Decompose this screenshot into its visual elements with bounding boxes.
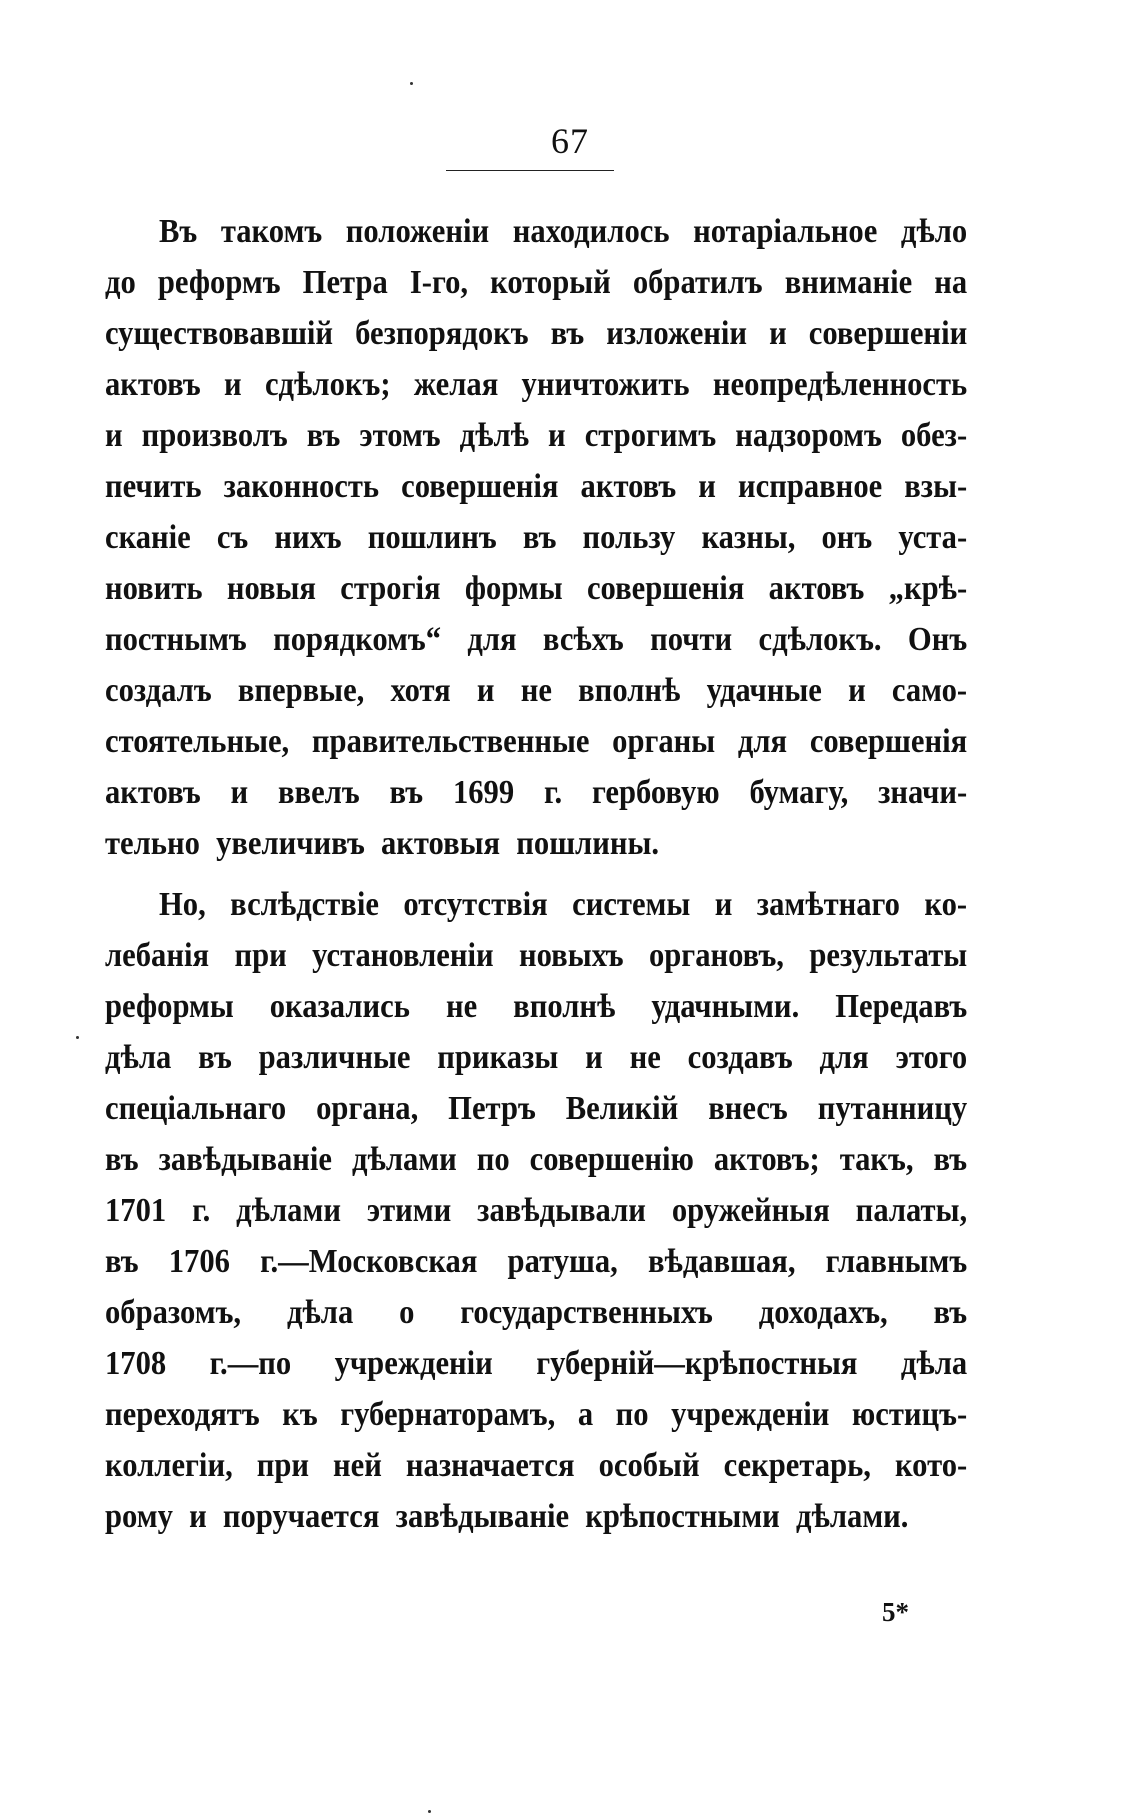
word: пошлинъ [367,519,497,556]
word: вполнѣ [578,672,681,709]
word: доходахъ, [758,1294,888,1331]
word: взы- [904,468,968,505]
word: дѣло [900,213,968,250]
word: стоятельные, [105,723,290,760]
word: учрежденіи [334,1345,493,1382]
text-line [105,1338,967,1389]
word: такомъ [220,213,323,250]
word: Онъ [907,621,968,658]
word: актовъ [105,366,201,403]
word: пользу [582,519,676,556]
word: создавъ [687,1039,793,1076]
text-line [105,359,967,410]
word: образомъ, [105,1294,242,1331]
text-line [105,461,967,512]
word: и [189,1498,207,1535]
word: результаты [809,937,968,974]
body-text [105,206,967,1542]
word: желая [413,366,499,403]
word: произволъ [141,417,288,454]
text-line [105,1134,967,1185]
word: не [445,988,478,1025]
word: почти [650,621,733,658]
word: юстицъ- [851,1396,968,1433]
word: до [105,264,136,301]
word: бумагу, [749,774,849,811]
word: и [105,417,123,454]
word: установленіи [312,937,494,974]
word: г. [192,1192,211,1229]
word: поручается [222,1498,380,1535]
word: спеціальнаго [105,1090,287,1127]
word: такъ, [839,1141,914,1178]
text-line [105,1185,967,1236]
word: вѣдавшая, [647,1243,796,1280]
word: лебанія [105,937,210,974]
text-line [105,930,967,981]
word: сдѣлокъ. [758,621,882,658]
word: нихъ [274,519,342,556]
text-line [105,1491,967,1542]
word: 1701 [105,1192,167,1229]
word: и [698,468,716,505]
word: секретарь, [723,1447,871,1484]
word: постнымъ [105,621,247,658]
word: дѣлами [236,1192,341,1229]
word: дѣлѣ [459,417,530,454]
word: въ [522,519,557,556]
word: ней [333,1447,382,1484]
word: обратилъ [632,264,763,301]
word: и [230,774,249,811]
word: этими [366,1192,452,1229]
text-line [105,1083,967,1134]
word: къ [282,1396,318,1433]
word: органы [612,723,716,760]
text-line [105,1440,967,1491]
word: актовъ [105,774,201,811]
word: создалъ [105,672,212,709]
word: исправное [737,468,883,505]
word: и [585,1039,603,1076]
word: г.—Московская [260,1243,478,1280]
word: 1708 [105,1345,167,1382]
word: вполнѣ [513,988,616,1025]
print-speck [410,82,413,85]
word: гербовую [591,774,720,811]
word: оказались [269,988,410,1025]
text-line [105,818,967,869]
text-line [105,1287,967,1338]
text-line [105,512,967,563]
word: актовъ [580,468,677,505]
word: формы [464,570,563,607]
word: Петръ [448,1090,536,1127]
word: для [467,621,517,658]
word: на [934,264,968,301]
word: рому [105,1498,173,1535]
signature-mark: 5* [882,1597,909,1627]
word: 1706 [168,1243,230,1280]
word: дѣла [286,1294,354,1331]
word: при [256,1447,310,1484]
word: этого [895,1039,968,1076]
word: завѣдывали [477,1192,646,1229]
word: ко- [924,886,968,923]
word: „крѣ- [888,570,968,607]
word: и [714,886,733,923]
word: тельно [105,825,200,862]
word: 1699 [452,774,515,811]
word: палаты, [855,1192,968,1229]
word: законность [223,468,380,505]
word: въ [933,1141,968,1178]
word: сдѣлокъ; [264,366,391,403]
word: актовыя [380,825,501,862]
word: для [819,1039,869,1076]
text-line [105,879,967,930]
word: находилось [512,213,670,250]
paragraph [105,206,967,869]
word: актовъ [768,570,865,607]
word: государственныхъ [460,1294,713,1331]
word: неопредѣленность [712,366,968,403]
word: дѣлами. [796,1498,909,1535]
word: І-го, [409,264,469,301]
word: г.—по [209,1345,292,1382]
word: значи- [878,774,968,811]
word: системы [572,886,691,923]
word: реформы [105,988,234,1025]
word: дѣла [105,1039,172,1076]
word: дѣлами [351,1141,457,1178]
word: органа, [316,1090,419,1127]
word: сканіе [105,519,191,556]
word: совершенію [529,1141,694,1178]
word: главнымъ [825,1243,968,1280]
word: уста- [898,519,968,556]
word: новить [105,570,203,607]
word: г. [544,774,563,811]
word: уничтожить [521,366,690,403]
text-line [105,1389,967,1440]
word: въ [198,1039,232,1076]
word: положеніи [345,213,490,250]
word: дѣла [900,1345,968,1382]
word: увеличивъ [216,825,365,862]
text-line [105,257,967,308]
word: приказы [437,1039,559,1076]
word: въ [306,417,341,454]
word: и [224,366,242,403]
word: правительственные [311,723,590,760]
word: актовъ; [713,1141,820,1178]
word: новыя [226,570,316,607]
word: для [737,723,788,760]
word: особый [598,1447,700,1484]
word: различные [258,1039,411,1076]
text-line [105,716,967,767]
word: переходятъ [105,1396,260,1433]
word: вниманіе [784,264,913,301]
word: коллегіи, [105,1447,233,1484]
word: совершенія [586,570,745,607]
text-line [105,1236,967,1287]
word: онъ [821,519,873,556]
word: въ [933,1294,968,1331]
word: по [615,1396,649,1433]
word: не [629,1039,661,1076]
word: вслѣдствіе [230,886,379,923]
word: ввелъ [278,774,360,811]
word: этомъ [359,417,441,454]
word: отсутствія [403,886,548,923]
word: съ [216,519,249,556]
word: удачные [706,672,822,709]
word: казны, [701,519,796,556]
word: оружейныя [671,1192,830,1229]
text-line [105,563,967,614]
word: порядкомъ“ [273,621,442,658]
word: при [234,937,287,974]
paragraph-container [105,206,967,1542]
paragraph-gap [105,869,967,879]
text-line [105,206,967,257]
text-line [105,614,967,665]
word: органовъ, [648,937,784,974]
word: новыхъ [519,937,624,974]
word: строгія [340,570,441,607]
text-line [105,767,967,818]
word: губерній—крѣпостныя [536,1345,858,1382]
word: учрежденіи [671,1396,830,1433]
word: совершенія [401,468,559,505]
word: внесъ [708,1090,788,1127]
word: реформъ [157,264,281,301]
text-line [105,665,967,716]
word: по [476,1141,510,1178]
word: изложеніи [606,315,748,352]
word: въ [389,774,424,811]
header-rule [446,170,614,171]
word: ратуша, [507,1243,618,1280]
word: въ [550,315,585,352]
print-speck [76,1036,79,1039]
word: путанницу [817,1090,968,1127]
word: Въ [159,213,198,250]
word: не [520,672,552,709]
word: и [548,417,566,454]
word: удачными. [651,988,800,1025]
text-line [105,308,967,359]
word: надзоромъ [735,417,882,454]
word: хотя [390,672,451,709]
page-number: 67 [551,121,589,161]
word: совершеніи [808,315,968,352]
word: крѣпостными [585,1498,780,1535]
word: Но, [159,886,206,923]
word: который [490,264,611,301]
word: и [769,315,787,352]
word: впервые, [237,672,365,709]
text-line [105,410,967,461]
word: завѣдываніе [395,1498,570,1535]
word: назначается [405,1447,575,1484]
word: безпорядокъ [355,315,529,352]
word: и [476,672,495,709]
word: нотаріальное [693,213,878,250]
word: кото- [894,1447,968,1484]
paragraph [105,879,967,1542]
word: всѣхъ [542,621,624,658]
word: о [399,1294,415,1331]
word: завѣдываніе [158,1141,332,1178]
word: само- [891,672,968,709]
word: въ [105,1141,139,1178]
word: пошлины. [516,825,660,862]
word: обез- [900,417,968,454]
word: Передавъ [835,988,968,1025]
word: печить [105,468,202,505]
word: замѣтнаго [756,886,900,923]
text-line [105,981,967,1032]
word: Великій [565,1090,679,1127]
word: а [577,1396,594,1433]
word: губернаторамъ, [340,1396,556,1433]
word: въ [105,1243,139,1280]
word: совершенія [809,723,968,760]
text-line [105,1032,967,1083]
word: строгимъ [584,417,717,454]
word: Петра [302,264,388,301]
word: существовавшій [105,315,334,352]
word: и [848,672,866,709]
